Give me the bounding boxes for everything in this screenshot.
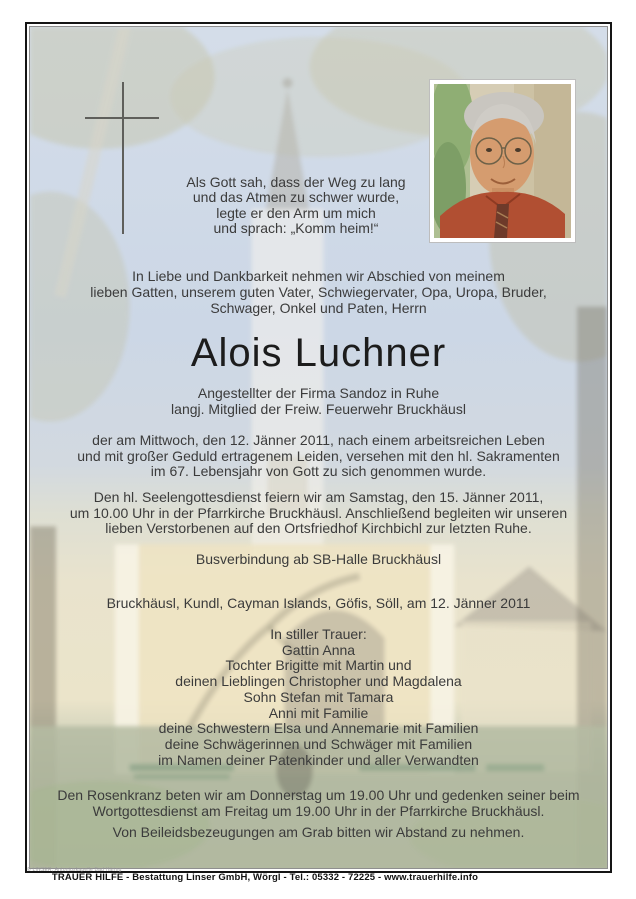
memorial-cross-icon <box>85 117 159 119</box>
subtitle-line: Angestellter der Firma Sandoz in Ruhe <box>197 385 440 401</box>
service-line: lieben Verstorbenen auf den Ortsfriedhof Kirchbichl zur letzten Ruhe. <box>105 520 532 537</box>
rosary-line: Den Rosenkranz beten wir am Donnerstag um 19.00 Uhr und gedenken seiner beim <box>57 787 580 803</box>
obituary-card <box>25 22 612 873</box>
mourning-line: Tochter Brigitte mit Martin und <box>225 657 412 674</box>
deceased-name: Alois Luchner <box>190 331 447 375</box>
condolence-note: Von Beileidsbezeugungen am Grab bitten wir Abstand zu nehmen. <box>112 824 525 840</box>
rosary-line: Wortgottesdienst am Freitag um 19.00 Uhr in der Pfarrkirche Bruckhäusl. <box>92 803 545 820</box>
opening-poem <box>30 175 562 237</box>
funeral-home-footer: TRAUER HILFE - Bestattung Linser GmbH, Wörgl - Tel.: 05332 - 72225 - www.trauerhilfe.info <box>51 872 479 883</box>
mourning-line: Anni mit Familie <box>268 704 369 721</box>
introduction-paragraph <box>30 268 607 317</box>
mourning-line: deine Schwestern Elsa und Annemarie mit Familien <box>158 720 479 737</box>
death-line: im 67. Lebensjahr von Gott zu sich genommen wurde. <box>150 463 487 480</box>
mourning-line: Sohn Stefan mit Tamara <box>243 688 394 705</box>
deceased-subtitle <box>30 385 607 417</box>
mourning-line: deine Schwägerinnen und Schwäger mit Familien <box>164 735 473 752</box>
subtitle-line: langj. Mitglied der Freiw. Feuerwehr Bruckhäusl <box>171 401 466 418</box>
intro-line: In Liebe und Dankbarkeit nehmen wir Abschied von meinem <box>132 268 505 284</box>
poem-line: und das Atmen zu schwer wurde, <box>192 189 400 206</box>
mourning-heading: In stiller Trauer: <box>270 626 367 642</box>
intro-line: lieben Gatten, unserem guten Vater, Schwiegervater, Opa, Uropa, Bruder, <box>90 284 547 301</box>
poem-line: legte er den Arm um mich <box>216 204 376 221</box>
poem-line: und sprach: „Komm heim!“ <box>213 220 379 237</box>
service-line: Den hl. Seelengottesdienst feiern wir am Samstag, den 15. Jänner 2011, <box>93 489 544 505</box>
rosary-paragraph <box>30 787 607 819</box>
photo-credit: © LINSER, Antoniuskapelle Bad Häring <box>27 867 122 873</box>
mourning-line: deinen Lieblingen Christopher und Magdalena <box>175 673 462 690</box>
intro-line: Schwager, Onkel und Paten, Herrn <box>210 300 427 317</box>
poem-line: Als Gott sah, dass der Weg zu lang <box>186 174 406 190</box>
death-paragraph <box>30 433 607 480</box>
funeral-service-paragraph <box>30 490 607 537</box>
death-line: der am Mittwoch, den 12. Jänner 2011, nach einem arbeitsreichen Leben <box>92 432 545 448</box>
bus-connection-line: Busverbindung ab SB-Halle Bruckhäusl <box>195 551 442 567</box>
mourning-family-list <box>30 627 607 768</box>
church-spire-ball <box>283 78 293 88</box>
place-date-line: Bruckhäusl, Kundl, Cayman Islands, Göfis, Söll, am 12. Jänner 2011 <box>106 595 531 611</box>
death-line: und mit großer Geduld ertragenem Leiden, versehen mit den hl. Sakramenten <box>77 447 560 464</box>
mourning-line: im Namen deiner Patenkinder und aller Verwandten <box>158 751 479 768</box>
card-inner <box>29 26 608 869</box>
service-line: um 10.00 Uhr in der Pfarrkirche Bruckhäusl. Anschließend begleiten wir unseren <box>69 504 568 521</box>
mourning-line: Gattin Anna <box>281 641 356 658</box>
